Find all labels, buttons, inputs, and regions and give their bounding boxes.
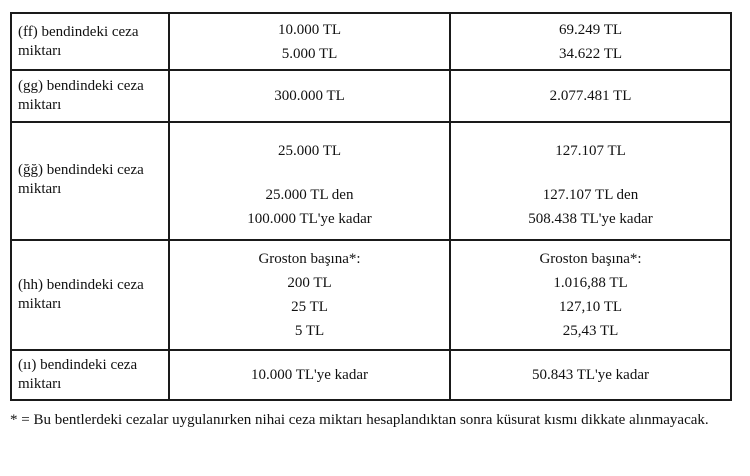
- amount-heading: Groston başına*:: [539, 251, 642, 267]
- amount-value: 127.107 TL den: [542, 187, 639, 203]
- row-gg-breve-new-amounts: [450, 122, 731, 240]
- amount-value: 200 TL: [287, 275, 332, 291]
- row-ii-old-amounts: [169, 350, 450, 400]
- row-label-ii: (ıı) bendindeki ceza miktarı: [11, 350, 169, 400]
- amount-value: 50.843 TL'ye kadar: [532, 367, 649, 383]
- row-hh-old-amounts: [169, 240, 450, 350]
- table-row-ff: [11, 13, 731, 70]
- table-row-ii: [11, 350, 731, 400]
- penalty-table: [10, 12, 732, 401]
- row-hh-new-amounts: [450, 240, 731, 350]
- amount-value: 69.249 TL: [558, 21, 623, 38]
- amount-value: 34.622 TL: [558, 45, 623, 62]
- amount-heading: Groston başına*:: [258, 251, 361, 267]
- amount-value: 100.000 TL'ye kadar: [247, 211, 372, 227]
- amount-value: 508.438 TL'ye kadar: [528, 211, 653, 227]
- table-row-gg: [11, 70, 731, 122]
- row-ff-new-amounts: [450, 13, 731, 70]
- amount-value: 127.107 TL: [555, 143, 626, 159]
- row-label-gg: (gg) bendindeki ceza miktarı: [11, 70, 169, 122]
- amount-value: 25,43 TL: [562, 323, 619, 339]
- amount-value: 10.000 TL'ye kadar: [251, 367, 368, 383]
- table-row-gg-breve: [11, 122, 731, 240]
- amount-value: 25.000 TL: [277, 143, 342, 159]
- row-gg-old-amounts: [169, 70, 450, 122]
- amount-value: 300.000 TL: [274, 88, 345, 104]
- row-ii-new-amounts: [450, 350, 731, 400]
- amount-value: 1.016,88 TL: [553, 275, 628, 291]
- row-gg-breve-old-amounts: [169, 122, 450, 240]
- row-gg-new-amounts: [450, 70, 731, 122]
- row-label-hh: (hh) bendindeki ceza miktarı: [11, 240, 169, 350]
- amount-value: 25.000 TL den: [265, 187, 354, 203]
- amount-spacer: [170, 163, 449, 183]
- amount-value: 25 TL: [291, 299, 328, 315]
- amount-value: 2.077.481 TL: [549, 88, 632, 104]
- amount-value: 127,10 TL: [558, 299, 623, 315]
- amount-value: 5.000 TL: [281, 45, 338, 62]
- row-label-ff: (ff) bendindeki ceza miktarı: [11, 13, 169, 70]
- amount-spacer: [451, 163, 730, 183]
- row-label-gg-breve: (ğğ) bendindeki ceza miktarı: [11, 122, 169, 240]
- footnote: * = Bu bentlerdeki cezalar uygulanırken nihai ceza miktarı hesaplandıktan sonra küsurat kısmı dikkate alınmayacak.: [10, 412, 709, 428]
- amount-value: 5 TL: [294, 323, 325, 339]
- row-ff-old-amounts: [169, 13, 450, 70]
- table-row-hh: [11, 240, 731, 350]
- amount-value: 10.000 TL: [277, 21, 342, 38]
